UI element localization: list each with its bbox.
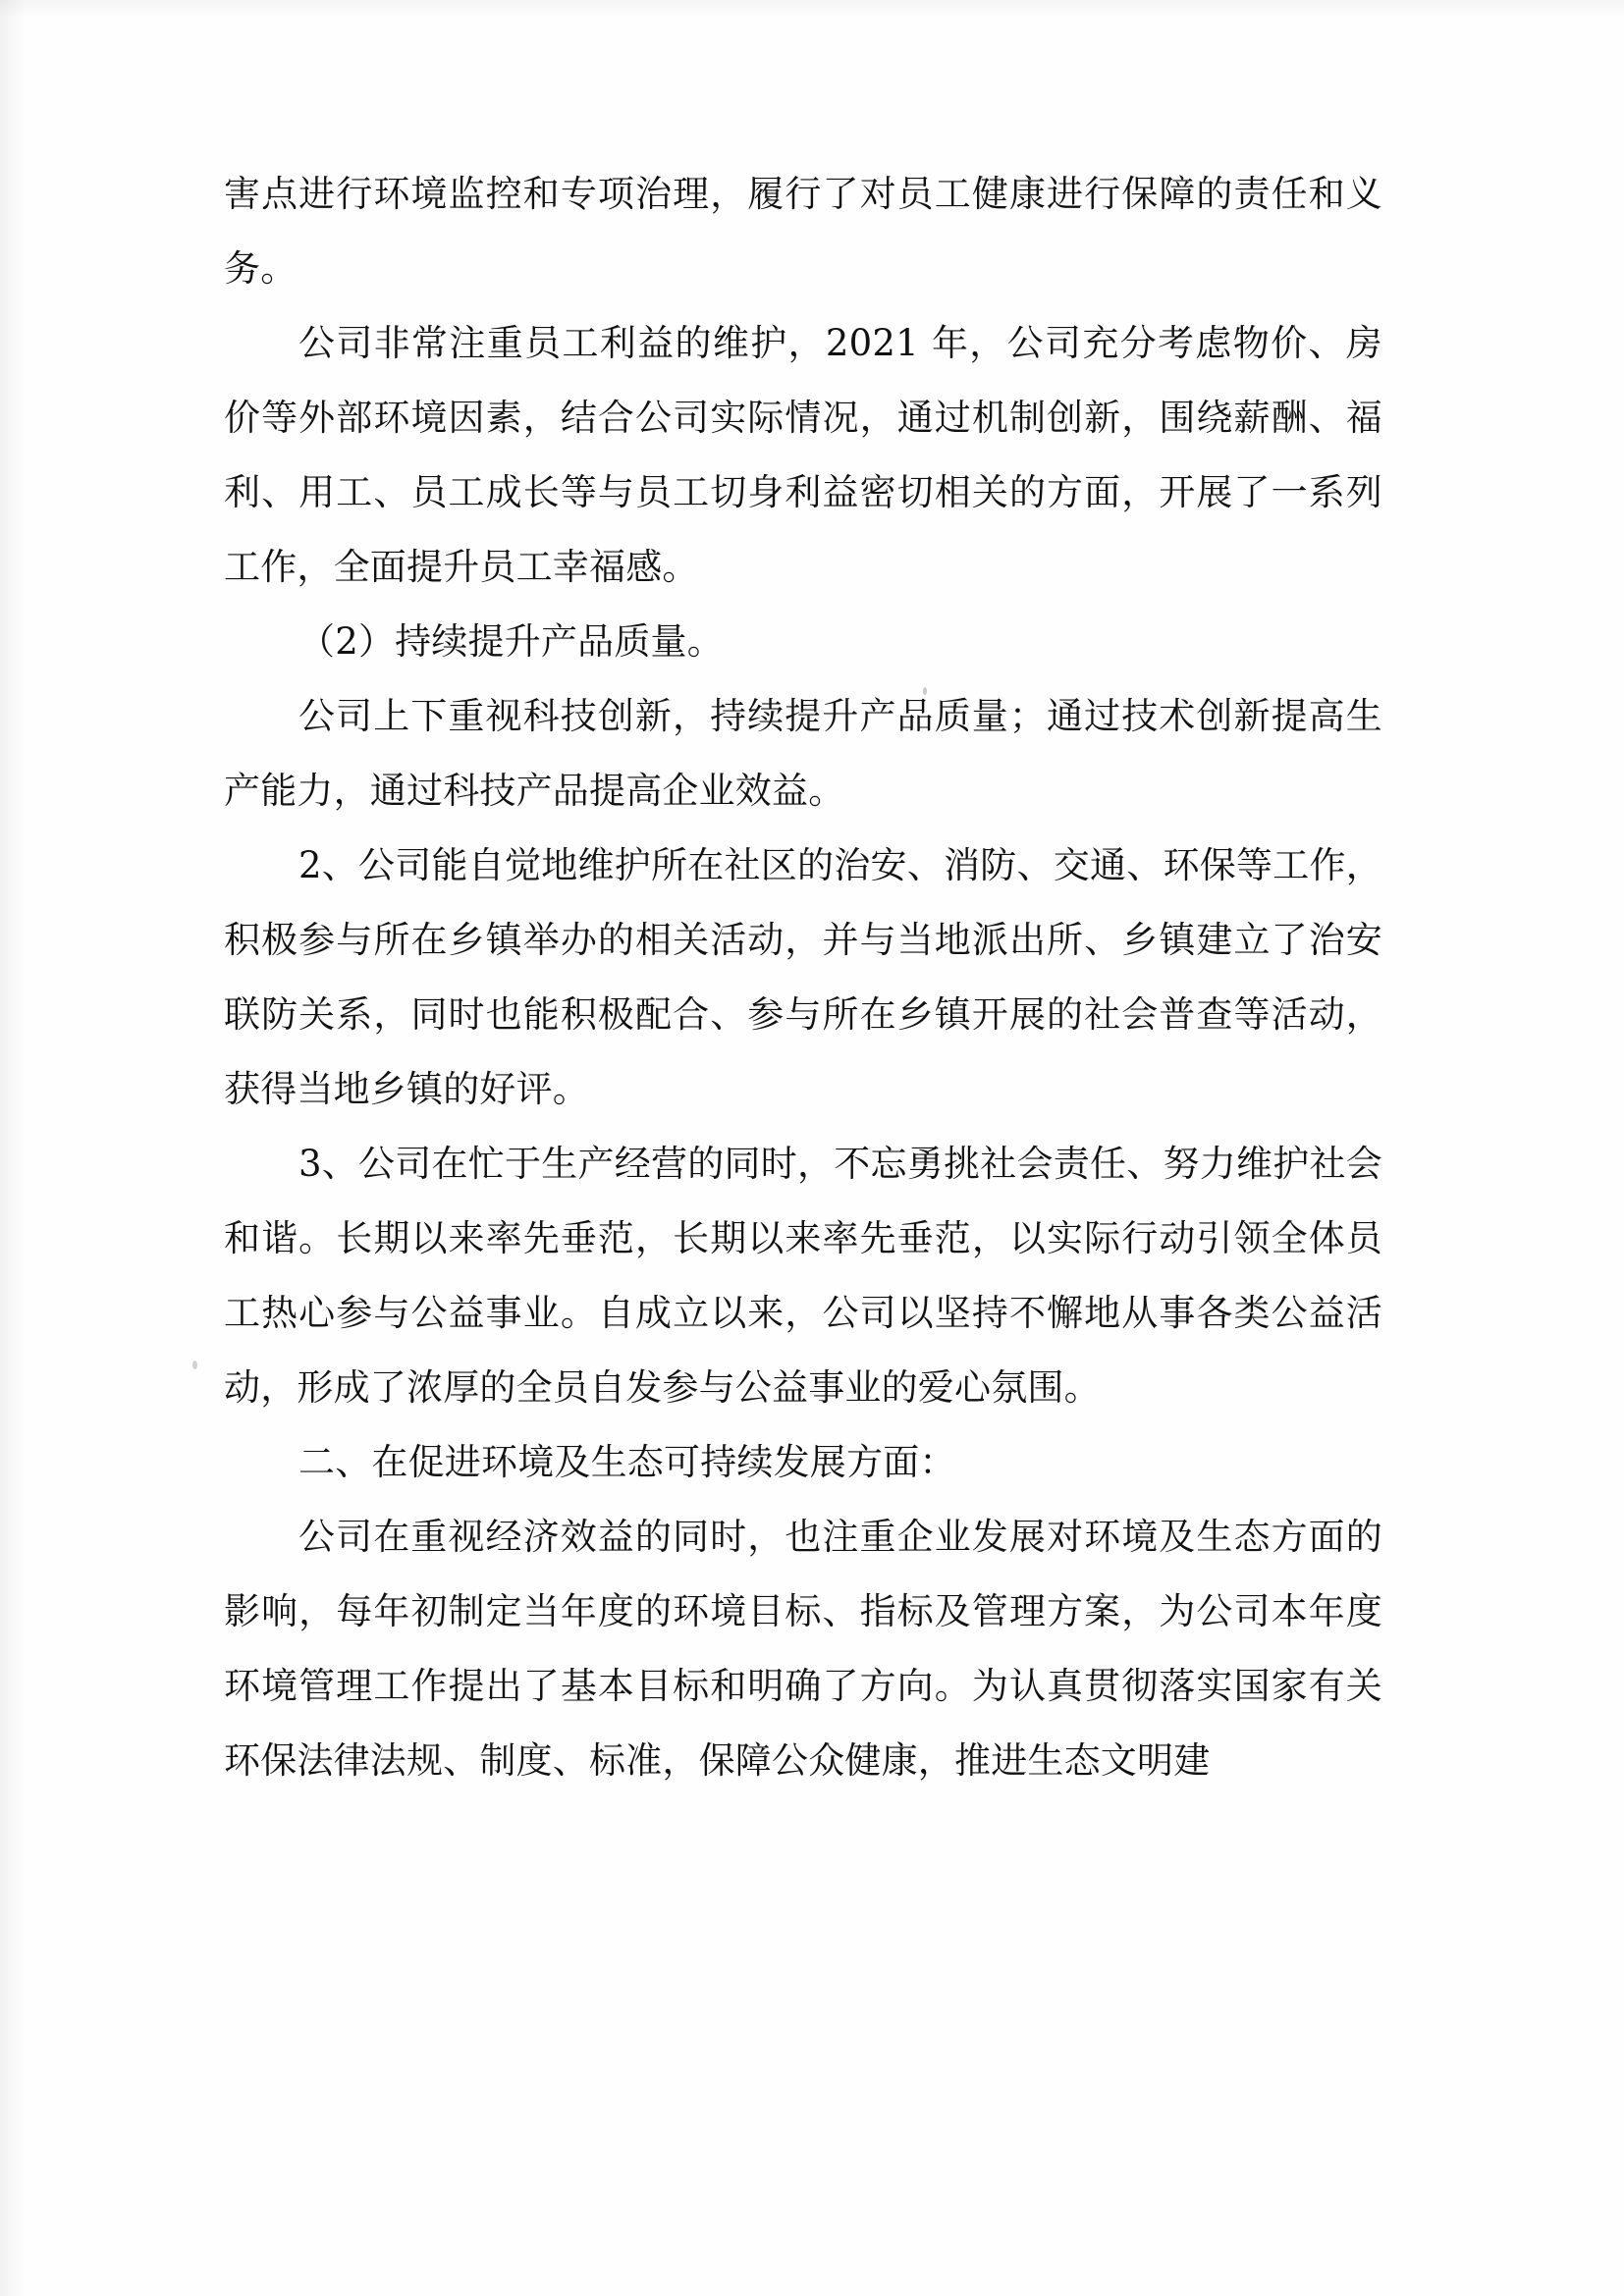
page-text-body	[224, 157, 1382, 1798]
scan-speck	[192, 1361, 197, 1369]
paragraph: 3、公司在忙于生产经营的同时，不忘勇挑社会责任、努力维护社会和谐。长期以来率先垂范，长期以来率先垂范，以实际行动引领全体员工热心参与公益事业。自成立以来，公司以坚持不懈地从事各类公益活动，形成了浓厚的全员自发参与公益事业的爱心氛围。	[224, 1143, 1382, 1409]
paragraph: 公司非常注重员工利益的维护，2021 年，公司充分考虑物价、房价等外部环境因素，结合公司实际情况，通过机制创新，围绕薪酬、福利、用工、员工成长等与员工切身利益密切相关的方面，开展了一系列工作，全面提升员工幸福感。	[224, 322, 1382, 588]
paragraph: 2、公司能自觉地维护所在社区的治安、消防、交通、环保等工作，积极参与所在乡镇举办的相关活动，并与当地派出所、乡镇建立了治安联防关系，同时也能积极配合、参与所在乡镇开展的社会普查等活动，获得当地乡镇的好评。	[224, 844, 1382, 1110]
page-edge-shading-left	[0, 0, 26, 2296]
paragraph: 害点进行环境监控和专项治理，履行了对员工健康进行保障的责任和义务。	[224, 173, 1382, 290]
page-edge-shading-top	[0, 0, 1624, 18]
paragraph: （2）持续提升产品质量。	[298, 620, 724, 663]
paragraph: 公司在重视经济效益的同时，也注重企业发展对环境及生态方面的影响，每年初制定当年度的环境目标、指标及管理方案，为公司本年度环境管理工作提出了基本目标和明确了方向。为认真贯彻落实国家有关环保法律法规、制度、标准，保障公众健康，推进生态文明建	[224, 1516, 1382, 1782]
paragraph: 二、在促进环境及生态可持续发展方面：	[298, 1441, 956, 1483]
paragraph: 公司上下重视科技创新，持续提升产品质量；通过技术创新提高生产能力，通过科技产品提高企业效益。	[224, 695, 1382, 812]
